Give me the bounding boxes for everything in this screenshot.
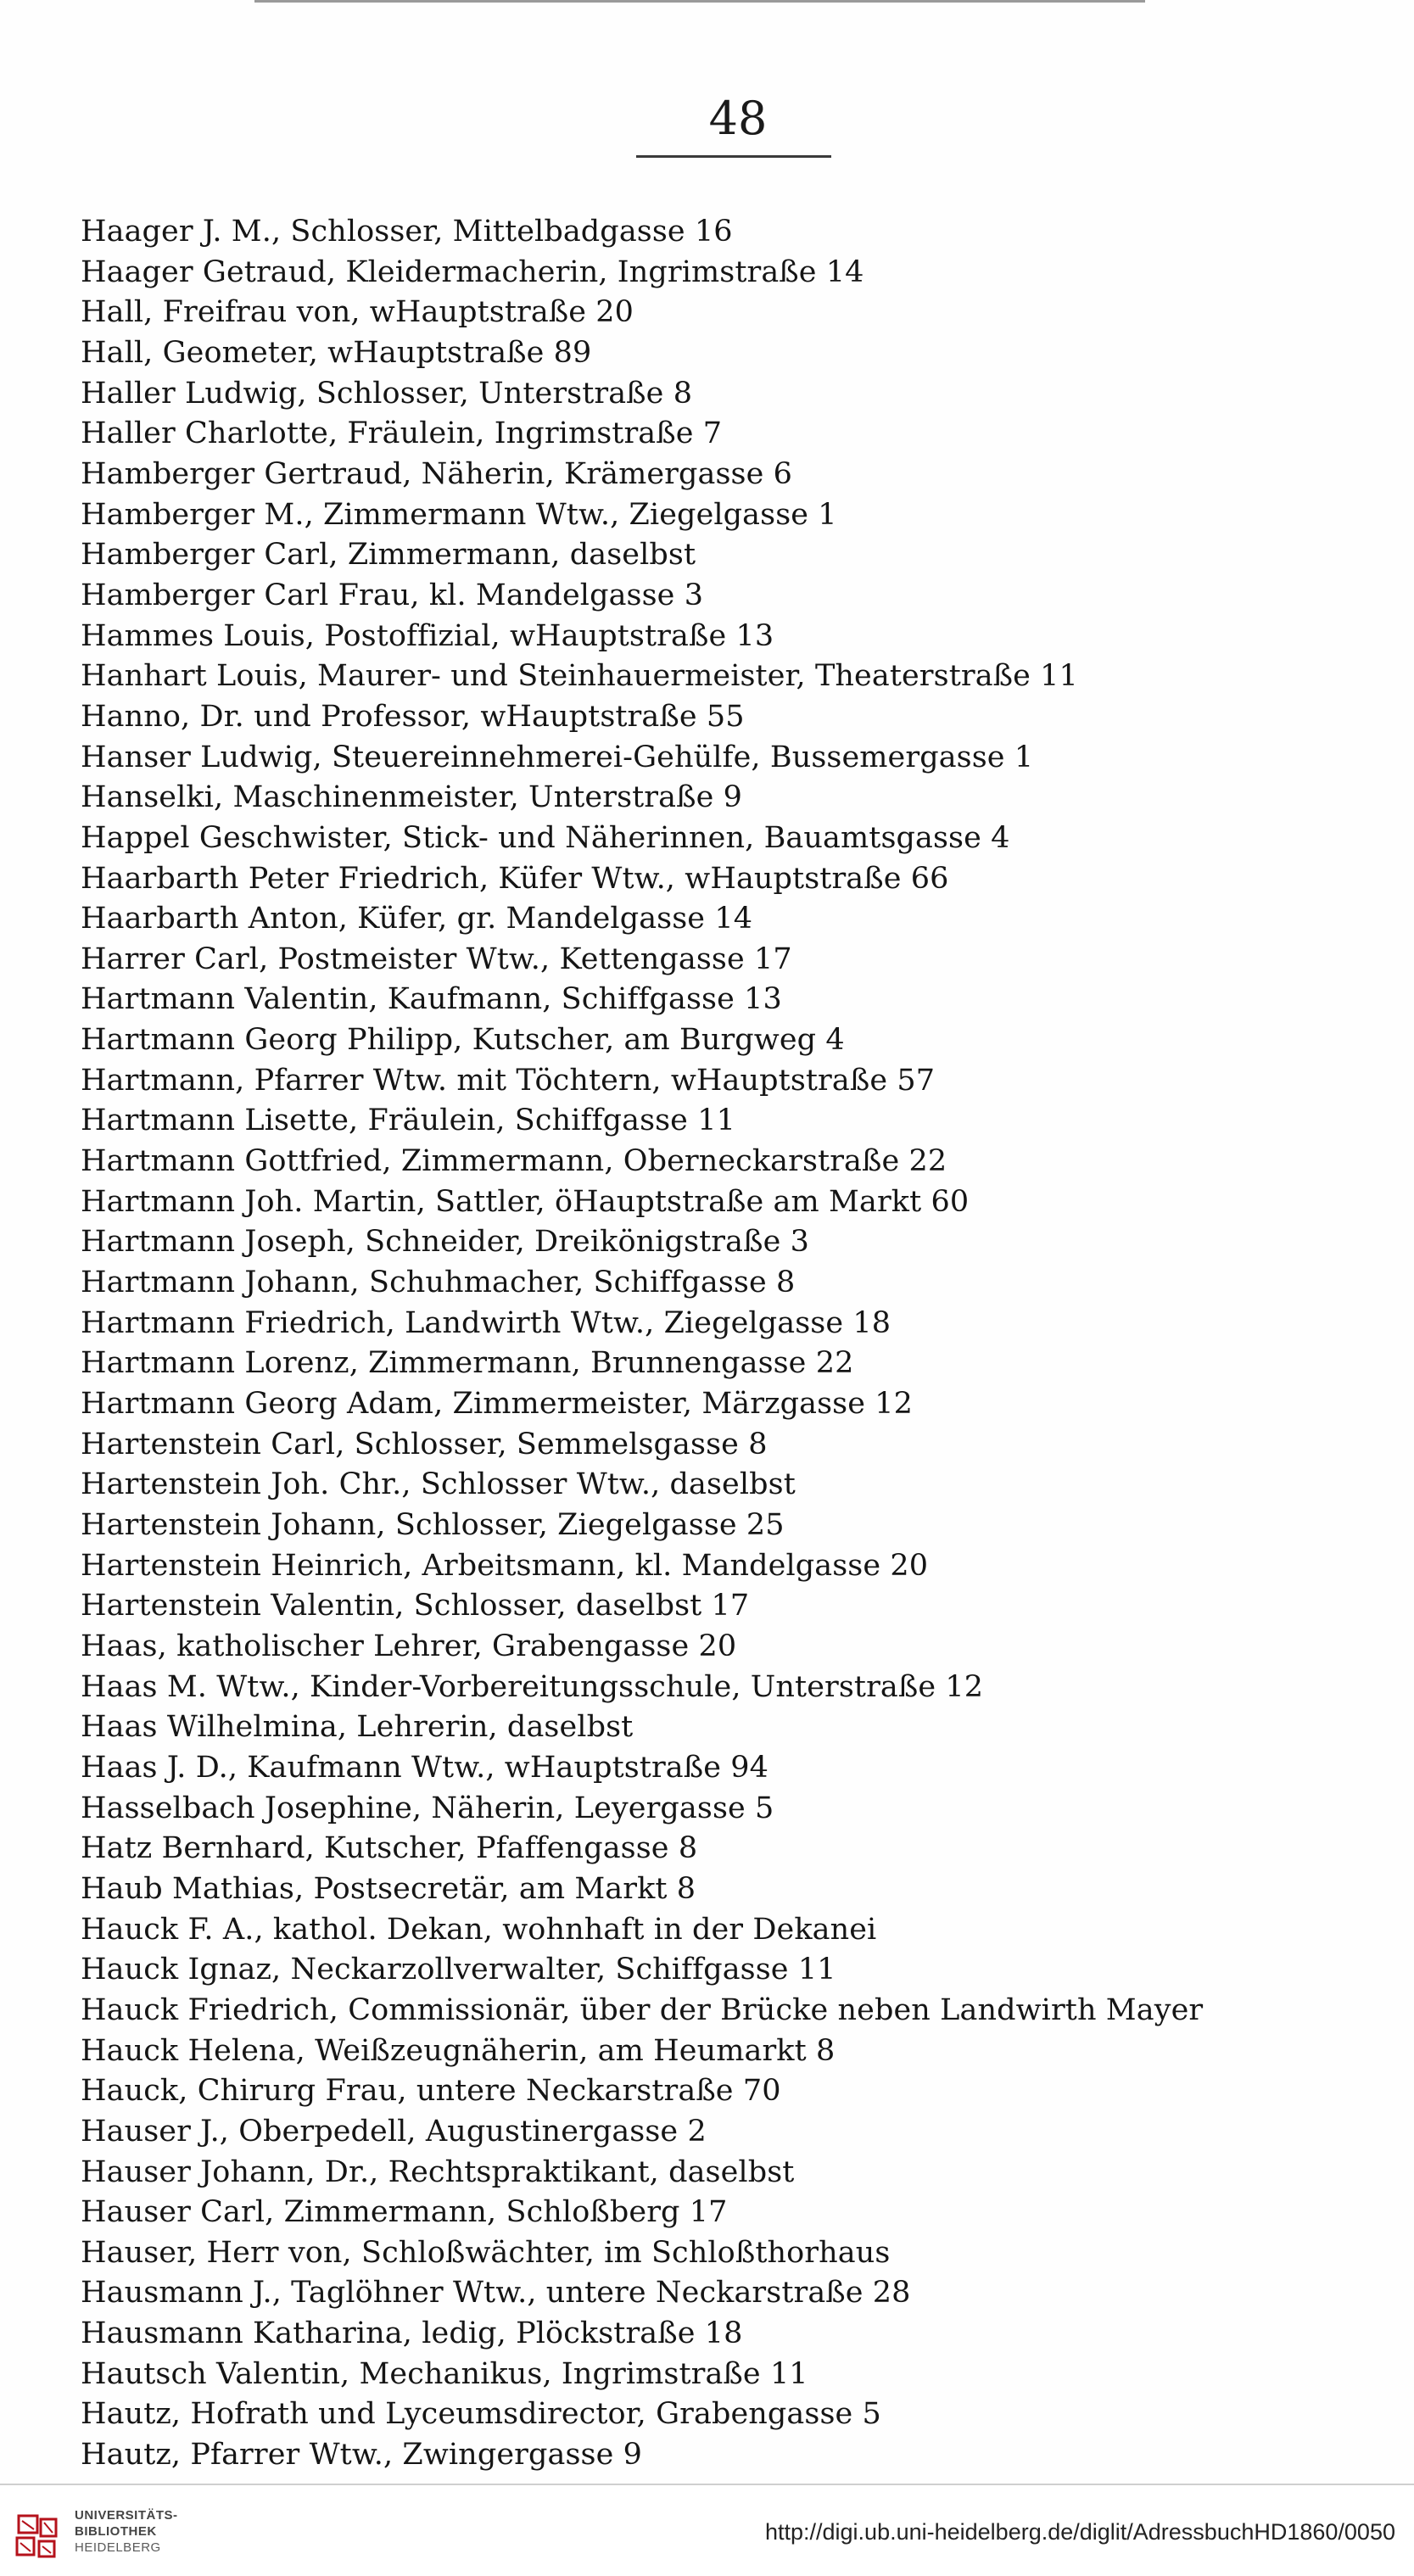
address-entry: Hauck Ignaz, Neckarzollverwalter, Schiffgasse 11 <box>81 1953 836 1987</box>
address-entry: Hauck, Chirurg Frau, untere Neckarstraße 70 <box>81 2074 781 2109</box>
address-entry: Hammes Louis, Postoffizial, wHauptstraße 13 <box>81 618 774 653</box>
address-entry: Hartenstein Valentin, Schlosser, daselbst 17 <box>81 1589 750 1623</box>
address-entry: Hartmann Johann, Schuhmacher, Schiffgasse 8 <box>81 1266 796 1300</box>
address-entry: Haager J. M., Schlosser, Mittelbadgasse 16 <box>81 215 733 249</box>
address-entry: Haub Mathias, Postsecretär, am Markt 8 <box>81 1871 696 1906</box>
address-entry: Hartmann Friedrich, Landwirth Wtw., Ziegelgasse 18 <box>81 1305 891 1340</box>
address-entry: Hartenstein Johann, Schlosser, Ziegelgasse 25 <box>81 1508 785 1542</box>
address-entry: Hamberger Carl, Zimmermann, daselbst <box>81 538 696 573</box>
address-entry: Hall, Freifrau von, wHauptstraße 20 <box>81 295 634 330</box>
institution-line-2: BIBLIOTHEK <box>75 2524 157 2539</box>
address-entry: Hartmann Valentin, Kaufmann, Schiffgasse 13 <box>81 982 782 1017</box>
address-entry: Hanno, Dr. und Professor, wHauptstraße 55 <box>81 699 745 734</box>
address-entry: Hartmann, Pfarrer Wtw. mit Töchtern, wHauptstraße 57 <box>81 1063 936 1098</box>
address-entry: Hanselki, Maschinenmeister, Unterstraße 9 <box>81 780 742 815</box>
address-entry: Hartmann Joh. Martin, Sattler, öHauptstraße am Markt 60 <box>81 1184 970 1219</box>
address-entry: Hartenstein Heinrich, Arbeitsmann, kl. Mandelgasse 20 <box>81 1548 929 1583</box>
page-number-underline <box>636 155 831 158</box>
address-entry: Hasselbach Josephine, Näherin, Leyergasse 5 <box>81 1791 774 1825</box>
address-entry: Happel Geschwister, Stick- und Näherinnen, Bauamtsgasse 4 <box>81 820 1010 855</box>
address-entry: Hauck F. A., kathol. Dekan, wohnhaft in der Dekanei <box>81 1912 877 1947</box>
address-entry: Haarbarth Peter Friedrich, Küfer Wtw., wHauptstraße 66 <box>81 861 949 896</box>
source-url[interactable]: http://digi.ub.uni-heidelberg.de/diglit/AdressbuchHD1860/0050 <box>764 2519 1395 2545</box>
address-entry: Hatz Bernhard, Kutscher, Pfaffengasse 8 <box>81 1831 698 1866</box>
address-entry-list <box>81 212 1387 2476</box>
page-number: 48 <box>708 92 768 145</box>
university-library-seal-icon <box>12 2511 61 2560</box>
institution-line-1: UNIVERSITÄTS- <box>75 2508 178 2523</box>
address-entry: Hartmann Gottfried, Zimmermann, Oberneckarstraße 22 <box>81 1144 947 1179</box>
address-entry: Hauck Friedrich, Commissionär, über der Brücke neben Landwirth Mayer <box>81 1992 1204 2027</box>
address-entry: Hausmann Katharina, ledig, Plöckstraße 18 <box>81 2316 743 2351</box>
address-entry: Hautz, Hofrath und Lyceumsdirector, Grabengasse 5 <box>81 2397 881 2432</box>
address-entry: Hanhart Louis, Maurer- und Steinhauermeister, Theaterstraße 11 <box>81 659 1078 694</box>
address-entry: Haas J. D., Kaufmann Wtw., wHauptstraße 94 <box>81 1750 769 1785</box>
address-entry: Haller Ludwig, Schlosser, Unterstraße 8 <box>81 376 693 411</box>
address-entry: Hauser J., Oberpedell, Augustinergasse 2 <box>81 2114 707 2149</box>
address-entry: Hartenstein Carl, Schlosser, Semmelsgasse 8 <box>81 1427 768 1461</box>
address-entry: Hauser Johann, Dr., Rechtspraktikant, daselbst <box>81 2154 795 2189</box>
address-entry: Haarbarth Anton, Küfer, gr. Mandelgasse 14 <box>81 902 753 936</box>
digitization-footer <box>0 2484 1414 2576</box>
address-entry: Haas, katholischer Lehrer, Grabengasse 20 <box>81 1629 737 1663</box>
address-entry: Haas Wilhelmina, Lehrerin, daselbst <box>81 1710 634 1745</box>
address-entry: Hartmann Lorenz, Zimmermann, Brunnengasse 22 <box>81 1346 854 1381</box>
address-entry: Hauser Carl, Zimmermann, Schloßberg 17 <box>81 2195 728 2230</box>
address-entry: Harrer Carl, Postmeister Wtw., Kettengasse 17 <box>81 942 792 976</box>
address-entry: Hartmann Georg Philipp, Kutscher, am Burgweg 4 <box>81 1023 845 1058</box>
address-entry: Hautz, Pfarrer Wtw., Zwingergasse 9 <box>81 2438 642 2473</box>
address-entry: Hauser, Herr von, Schloßwächter, im Schloßthorhaus <box>81 2235 891 2270</box>
address-entry: Hauck Helena, Weißzeugnäherin, am Heumarkt 8 <box>81 2033 836 2068</box>
address-entry: Hartmann Joseph, Schneider, Dreikönigstraße 3 <box>81 1225 809 1260</box>
address-entry: Hamberger Carl Frau, kl. Mandelgasse 3 <box>81 578 704 612</box>
address-entry: Hausmann J., Taglöhner Wtw., untere Neckarstraße 28 <box>81 2276 911 2311</box>
address-entry: Hall, Geometer, wHauptstraße 89 <box>81 335 592 370</box>
address-entry: Hanser Ludwig, Steuereinnehmerei-Gehülfe, Bussemergasse 1 <box>81 740 1034 774</box>
address-entry: Hartmann Georg Adam, Zimmermeister, Märzgasse 12 <box>81 1387 913 1422</box>
address-entry: Hamberger M., Zimmermann Wtw., Ziegelgasse 1 <box>81 497 837 532</box>
address-entry: Hautsch Valentin, Mechanikus, Ingrimstraße 11 <box>81 2356 808 2391</box>
address-entry: Hamberger Gertraud, Näherin, Krämergasse 6 <box>81 456 793 491</box>
address-entry: Hartenstein Joh. Chr., Schlosser Wtw., daselbst <box>81 1467 796 1502</box>
address-entry: Haager Getraud, Kleidermacherin, Ingrimstraße 14 <box>81 254 864 289</box>
address-entry: Haller Charlotte, Fräulein, Ingrimstraße 7 <box>81 416 723 451</box>
institution-name <box>75 2507 178 2556</box>
institution-line-3: HEIDELBERG <box>75 2540 161 2555</box>
address-entry: Hartmann Lisette, Fräulein, Schiffgasse 11 <box>81 1104 735 1138</box>
address-entry: Haas M. Wtw., Kinder-Vorbereitungsschule, Unterstraße 12 <box>81 1669 984 1704</box>
top-edge-rule <box>254 0 1145 3</box>
